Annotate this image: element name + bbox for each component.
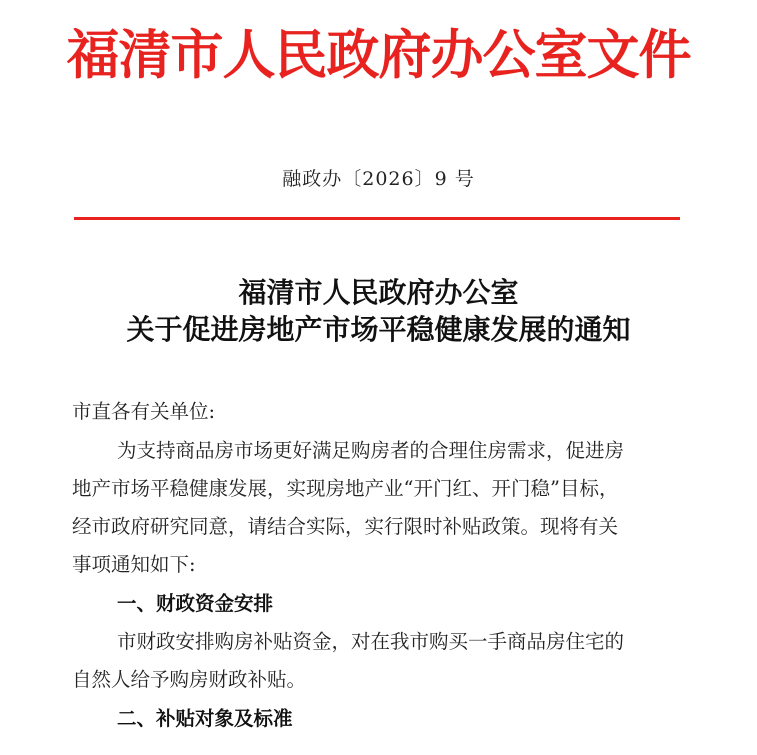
salutation: 市直各有关单位: [72,400,216,423]
intro-line-4: 事项通知如下: [72,553,196,576]
intro-line-1: 为支持商品房市场更好满足购房者的合理住房需求，促进房 [117,439,625,462]
document-title-line-2: 关于促进房地产市场平稳健康发展的通知 [126,313,631,346]
section-1-line-2: 自然人给予购房财政补贴。 [72,668,307,691]
document-number: 融政办〔2026〕9 号 [282,168,475,190]
section-1-line-1: 市财政安排购房补贴资金，对在我市购买一手商品房住宅的 [117,630,625,653]
document-title-line-1: 福清市人民政府办公室 [238,276,519,309]
intro-line-3: 经市政府研究同意，请结合实际，实行限时补贴政策。现将有关 [72,515,619,538]
document-masthead: 福清市人民政府办公室文件 [66,24,691,86]
section-1-heading: 一、财政资金安排 [117,592,274,615]
red-separator-rule [74,217,680,220]
section-2-heading: 二、补贴对象及标准 [117,707,293,730]
intro-line-2: 地产市场平稳健康发展，实现房地产业“开门红、开门稳”目标， [72,477,619,500]
